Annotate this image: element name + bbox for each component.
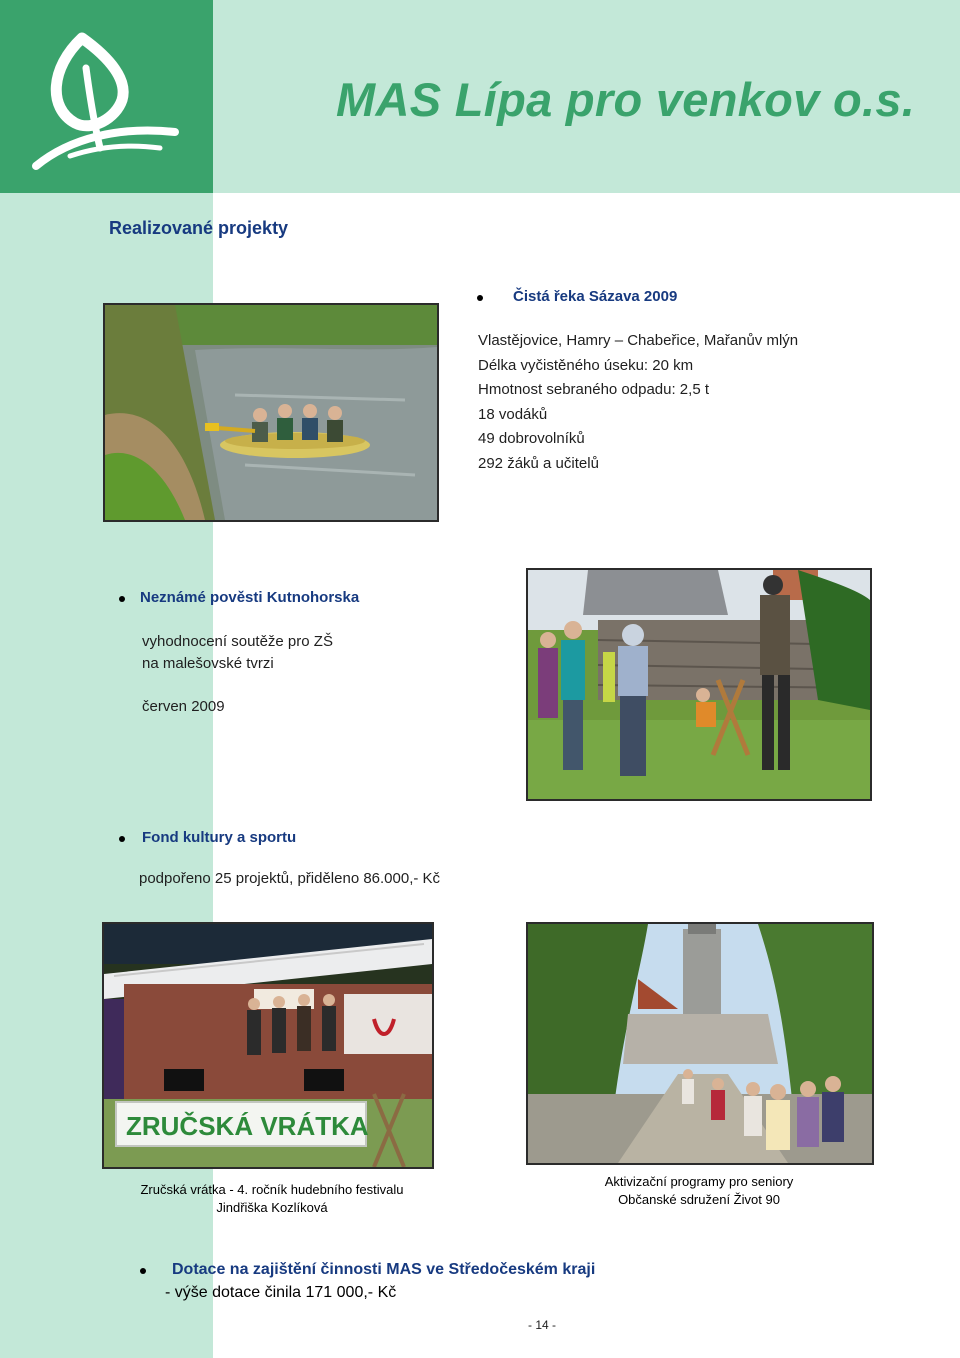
section-title: Realizované projekty [109,218,289,238]
photo-festival-stage [102,922,434,1169]
project-1-line: 18 vodáků [478,406,548,423]
project-3-title: Fond kultury a sportu [142,829,297,846]
project-2-line-2: na malešovské tvrzi [142,655,274,672]
caption-seniors [526,1173,872,1209]
caption-festival [102,1181,442,1217]
project-2-date: červen 2009 [142,698,225,715]
page-number: - 14 - [528,1318,557,1332]
organization-title: MAS Lípa pro venkov o.s. [336,73,916,126]
photo-rafting-on-river [103,303,439,522]
bullet-project-4 [140,1268,146,1274]
caption-festival-line-2: Jindřiška Kozlíková [216,1200,328,1215]
bullet-project-2 [119,596,125,602]
bullet-project-1 [477,295,483,301]
photo-children-at-fortress [526,568,872,801]
caption-festival-line-1: Zručská vrátka - 4. ročník hudebního festivalu [140,1182,404,1197]
caption-seniors-line-2: Občanské sdružení Život 90 [618,1192,780,1207]
logo-box [0,0,213,193]
project-1-title: Čistá řeka Sázava 2009 [513,288,678,305]
project-2-line-1: vyhodnocení soutěže pro ZŠ [142,633,333,650]
bullet-project-3 [119,836,125,842]
project-4-detail: - výše dotace činila 171 000,- Kč [165,1284,397,1301]
caption-seniors-line-1: Aktivizační programy pro seniory [604,1174,794,1189]
photo-seniors-walking [526,922,874,1165]
project-4-title: Dotace na zajištění činnosti MAS ve Středočeském kraji [172,1261,596,1278]
project-2-title: Neznámé pověsti Kutnohorska [140,589,360,606]
project-1-line: Hmotnost sebraného odpadu: 2,5 t [478,381,709,398]
project-1-line: Délka vyčistěného úseku: 20 km [478,357,694,374]
project-1-line: 49 dobrovolníků [478,430,585,447]
project-3-summary: podpořeno 25 projektů, přiděleno 86.000,- Kč [139,870,441,887]
banner-text: ZRUČSKÁ VRÁTKA [126,1111,369,1141]
project-1-line: Vlastějovice, Hamry – Chabeřice, Mařanův mlýn [478,332,799,349]
project-1-line: 292 žáků a učitelů [478,455,599,472]
linden-leaf-logo-icon [30,28,180,178]
